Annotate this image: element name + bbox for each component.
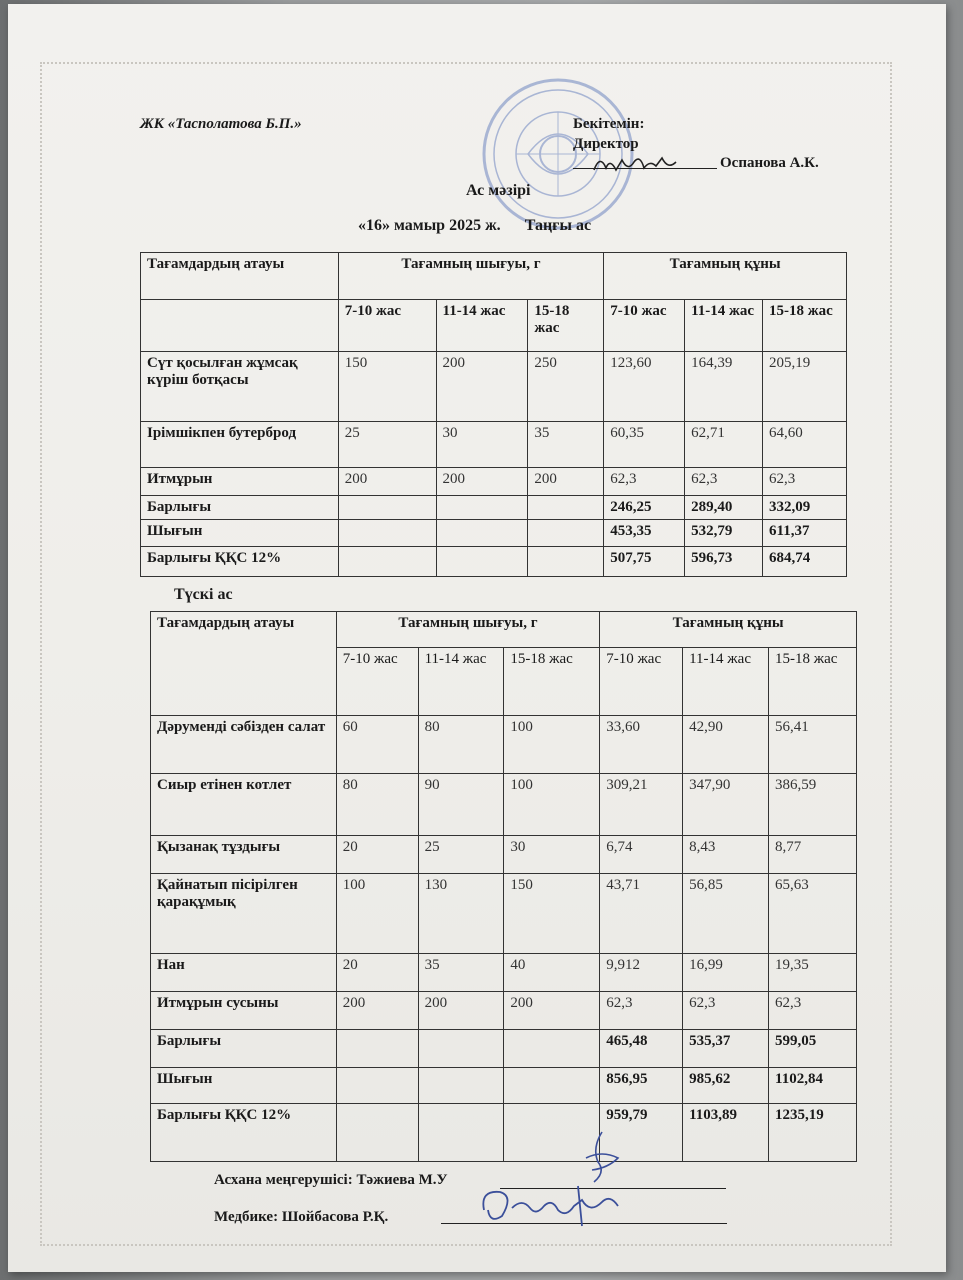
yield-cell: 130: [418, 874, 504, 954]
total-row: [141, 547, 847, 577]
age-header: 7-10 жас: [600, 648, 683, 716]
dish-name: Нан: [151, 954, 337, 992]
table-row: [151, 954, 857, 992]
yield-cell: 30: [504, 836, 600, 874]
cost-cell: 123,60: [604, 352, 685, 422]
cost-cell: 386,59: [769, 774, 857, 836]
cost-cell: 16,99: [683, 954, 769, 992]
total-cost: 246,25: [604, 496, 685, 520]
col-header-yield: Тағамның шығуы, г: [338, 253, 604, 300]
total-cost: 507,75: [604, 547, 685, 577]
dish-name: Итмұрын сусыны: [151, 992, 337, 1030]
total-cost: 684,74: [763, 547, 847, 577]
col-header-yield: Тағамның шығуы, г: [336, 612, 599, 648]
organization-name: ЖК «Тасполатова Б.П.»: [140, 116, 302, 132]
dish-name: Итмұрын: [141, 468, 339, 496]
cost-cell: 56,85: [683, 874, 769, 954]
cost-cell: 309,21: [600, 774, 683, 836]
lunch-table: [150, 611, 857, 1162]
age-header: 11-14 жас: [683, 648, 769, 716]
cost-cell: 19,35: [769, 954, 857, 992]
table-row: [151, 774, 857, 836]
cost-cell: 62,3: [685, 468, 763, 496]
cost-cell: 62,3: [604, 468, 685, 496]
nurse-signature: [478, 1180, 628, 1230]
yield-cell: 200: [504, 992, 600, 1030]
total-cost: 332,09: [763, 496, 847, 520]
cost-cell: 9,912: [600, 954, 683, 992]
meal-breakfast-label: Таңғы ас: [524, 217, 592, 234]
dish-name: Дәруменді сәбізден салат: [151, 716, 337, 774]
yield-cell: 200: [436, 352, 528, 422]
cost-cell: 62,71: [685, 422, 763, 468]
total-cost: 535,37: [683, 1030, 769, 1068]
age-header: 15-18 жас: [769, 648, 857, 716]
yield-cell: 35: [418, 954, 504, 992]
cost-cell: 164,39: [685, 352, 763, 422]
yield-cell: 20: [336, 954, 418, 992]
total-cost: 959,79: [600, 1104, 683, 1162]
yield-cell: 200: [418, 992, 504, 1030]
cost-cell: 65,63: [769, 874, 857, 954]
dish-name: Қызанақ тұздығы: [151, 836, 337, 874]
total-cost: 611,37: [763, 520, 847, 547]
cost-cell: 62,3: [763, 468, 847, 496]
cost-cell: 8,77: [769, 836, 857, 874]
age-header: 11-14 жас: [436, 300, 528, 352]
cost-cell: 42,90: [683, 716, 769, 774]
yield-cell: 200: [436, 468, 528, 496]
col-header-cost: Тағамның құны: [604, 253, 847, 300]
yield-cell: 150: [504, 874, 600, 954]
director-title: Директор: [573, 136, 639, 152]
total-row: [151, 1104, 857, 1162]
total-label: Барлығы ҚҚС 12%: [141, 547, 339, 577]
total-row: [141, 496, 847, 520]
cook-signature: [572, 1128, 632, 1188]
cost-cell: 62,3: [769, 992, 857, 1030]
cost-cell: 62,3: [600, 992, 683, 1030]
yield-cell: 100: [504, 774, 600, 836]
age-header: 11-14 жас: [685, 300, 763, 352]
total-cost: 1103,89: [683, 1104, 769, 1162]
approval-block: [573, 114, 644, 154]
total-cost: 532,79: [685, 520, 763, 547]
nurse-signature-label: Медбике: Шойбасова Р.Қ.: [214, 1209, 389, 1225]
yield-cell: 150: [338, 352, 436, 422]
yield-cell: 90: [418, 774, 504, 836]
table-row: [151, 992, 857, 1030]
cost-cell: 33,60: [600, 716, 683, 774]
total-label: Барлығы: [141, 496, 339, 520]
total-cost: 1102,84: [769, 1068, 857, 1104]
dish-name: Сиыр етінен котлет: [151, 774, 337, 836]
dish-name: Сүт қосылған жұмсақ күріш ботқасы: [141, 352, 339, 422]
cost-cell: 347,90: [683, 774, 769, 836]
total-label: Барлығы ҚҚС 12%: [151, 1104, 337, 1162]
approve-label: Бекітемін:: [573, 116, 645, 132]
age-header: 15-18 жас: [528, 300, 604, 352]
col-header-name: Тағамдардың атауы: [151, 612, 337, 716]
yield-cell: 100: [504, 716, 600, 774]
total-cost: 465,48: [600, 1030, 683, 1068]
yield-cell: 80: [418, 716, 504, 774]
yield-cell: 200: [336, 992, 418, 1030]
table-row: [141, 468, 847, 496]
cost-cell: 62,3: [683, 992, 769, 1030]
total-row: [151, 1068, 857, 1104]
total-cost: 856,95: [600, 1068, 683, 1104]
yield-cell: 200: [528, 468, 604, 496]
yield-cell: 25: [338, 422, 436, 468]
age-header: 15-18 жас: [763, 300, 847, 352]
total-cost: 1235,19: [769, 1104, 857, 1162]
total-row: [151, 1030, 857, 1068]
date-line: [358, 217, 591, 235]
col-header-name: Тағамдардың атауы: [141, 253, 339, 300]
cost-cell: 6,74: [600, 836, 683, 874]
yield-cell: 40: [504, 954, 600, 992]
cost-cell: 43,71: [600, 874, 683, 954]
age-header: 7-10 жас: [338, 300, 436, 352]
age-header: 15-18 жас: [504, 648, 600, 716]
menu-date: «16» мамыр 2025 ж.: [358, 217, 501, 234]
total-label: Барлығы: [151, 1030, 337, 1068]
cost-cell: 56,41: [769, 716, 857, 774]
meal-lunch-label: Түскі ас: [174, 586, 233, 603]
total-label: Шығын: [151, 1068, 337, 1104]
cost-cell: 8,43: [683, 836, 769, 874]
table-row: [151, 874, 857, 954]
yield-cell: 100: [336, 874, 418, 954]
col-header-cost: Тағамның құны: [600, 612, 857, 648]
yield-cell: 35: [528, 422, 604, 468]
header-spacer: [141, 300, 339, 352]
director-signature: [590, 150, 680, 178]
table-row: [141, 352, 847, 422]
yield-cell: 200: [338, 468, 436, 496]
table-row: [151, 716, 857, 774]
total-cost: 289,40: [685, 496, 763, 520]
cost-cell: 205,19: [763, 352, 847, 422]
breakfast-table: [140, 252, 847, 577]
cook-signature-label: Асхана меңгерушісі: Тәжиева М.У: [214, 1172, 448, 1188]
total-cost: 596,73: [685, 547, 763, 577]
dish-name: Ірімшікпен бутерброд: [141, 422, 339, 468]
yield-cell: 250: [528, 352, 604, 422]
total-row: [141, 520, 847, 547]
total-cost: 453,35: [604, 520, 685, 547]
cost-cell: 64,60: [763, 422, 847, 468]
yield-cell: 30: [436, 422, 528, 468]
cost-cell: 60,35: [604, 422, 685, 468]
age-header: 7-10 жас: [336, 648, 418, 716]
yield-cell: 20: [336, 836, 418, 874]
table-row: [141, 422, 847, 468]
age-header: 7-10 жас: [604, 300, 685, 352]
yield-cell: 25: [418, 836, 504, 874]
total-label: Шығын: [141, 520, 339, 547]
total-cost: 985,62: [683, 1068, 769, 1104]
table-row: [151, 836, 857, 874]
dish-name: Қайнатып пісірілген қарақұмық: [151, 874, 337, 954]
yield-cell: 80: [336, 774, 418, 836]
age-header: 11-14 жас: [418, 648, 504, 716]
total-cost: 599,05: [769, 1030, 857, 1068]
director-name: Оспанова А.К.: [720, 155, 819, 171]
document-title: Ас мәзірі: [466, 182, 531, 199]
yield-cell: 60: [336, 716, 418, 774]
